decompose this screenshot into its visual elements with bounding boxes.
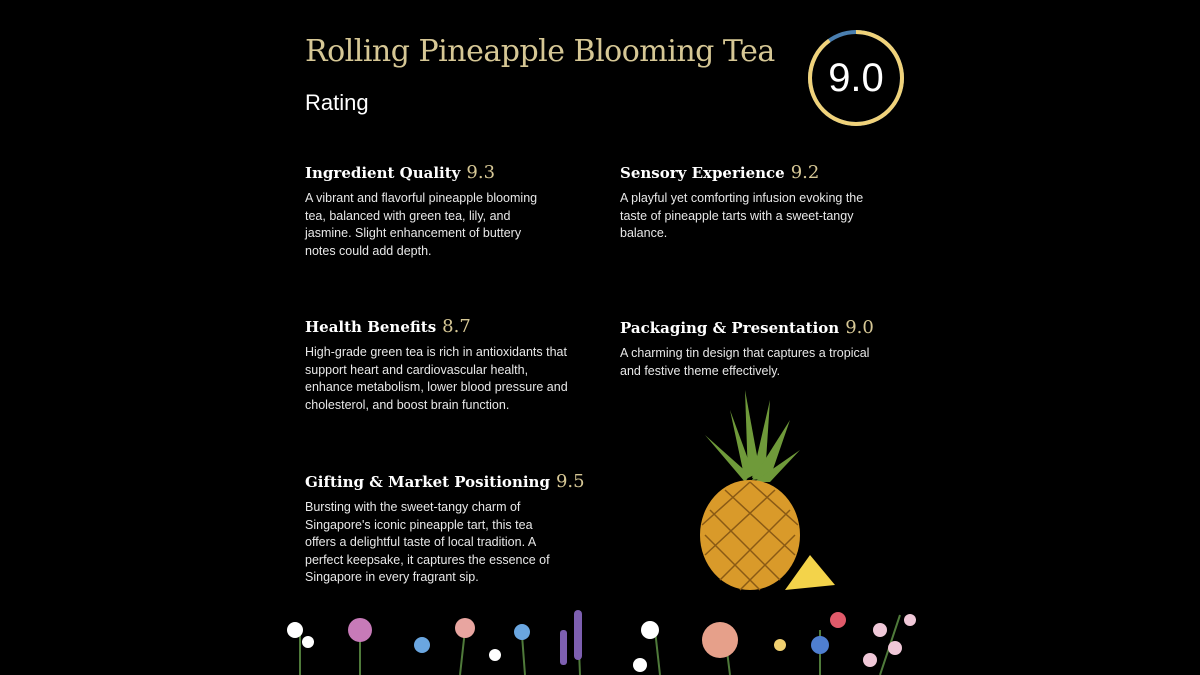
- page-subtitle: Rating: [305, 90, 369, 115]
- section-gifting: [305, 471, 585, 587]
- section-score: 8.7: [442, 316, 471, 337]
- section-title: Packaging & Presentation: [620, 319, 840, 337]
- section-health-benefits: [305, 316, 568, 414]
- page-title: Rolling Pineapple Blooming Tea: [305, 34, 775, 69]
- section-score: 9.2: [790, 162, 820, 183]
- section-text: High-grade green tea is rich in antioxidants that support heart and cardiovascular health, enhance metabolism, lower blood pressure and cholesterol, and boost brain function.: [305, 345, 568, 412]
- section-title: Ingredient Quality: [305, 164, 461, 182]
- overall-score: 9.0: [828, 56, 884, 100]
- pineapple-illustration: [690, 390, 850, 600]
- section-score: 9.3: [466, 162, 496, 183]
- section-sensory-experience: [620, 162, 880, 243]
- section-text: A playful yet comforting infusion evoking the taste of pineapple tarts with a sweet-tangy balance.: [620, 191, 864, 240]
- section-score: 9.5: [555, 471, 585, 492]
- section-title: Gifting & Market Positioning: [305, 473, 550, 491]
- section-text: A vibrant and flavorful pineapple blooming tea, balanced with green tea, lily, and jasmine. Slight enhancement of buttery notes could add depth.: [305, 191, 538, 258]
- section-title: Sensory Experience: [620, 164, 785, 182]
- section-title: Health Benefits: [305, 318, 437, 336]
- flowers-border: [260, 600, 940, 675]
- section-text: A charming tin design that captures a tropical and festive theme effectively.: [620, 346, 870, 378]
- section-text: Bursting with the sweet-tangy charm of Singapore's iconic pineapple tart, this tea offers a delightful taste of local tradition. A perfect keepsake, it captures the essence of Singapore in every fragrant sip.: [305, 500, 550, 584]
- section-packaging: [620, 317, 900, 380]
- section-ingredient-quality: [305, 162, 565, 260]
- section-score: 9.0: [845, 317, 874, 338]
